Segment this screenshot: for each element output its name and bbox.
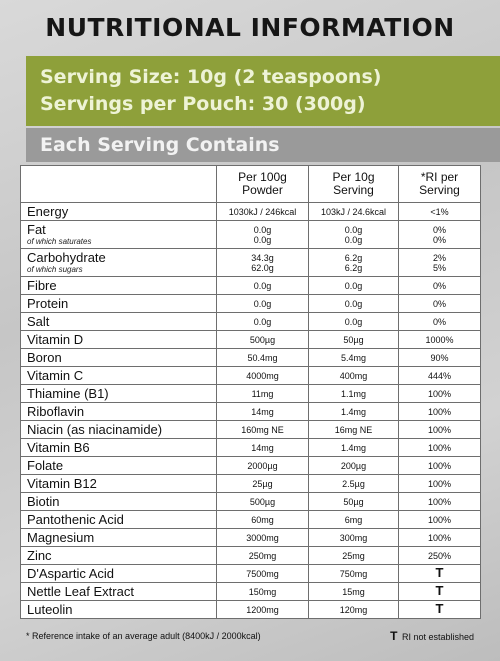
per-10g-value: 0.0g <box>309 277 399 295</box>
table-row <box>21 565 481 583</box>
nutrient-name: Boron <box>21 349 217 367</box>
ri-value: 0% <box>399 277 481 295</box>
per-10g-value: 400mg <box>309 367 399 385</box>
nutrient-name: Biotin <box>21 493 217 511</box>
ri-value: T <box>399 565 481 583</box>
table-row <box>21 295 481 313</box>
ri-value: 100% <box>399 511 481 529</box>
per-100g-value: 25µg <box>217 475 309 493</box>
table-row <box>21 439 481 457</box>
ri-value: 100% <box>399 439 481 457</box>
ri-value: 1000% <box>399 331 481 349</box>
ri-value: 100% <box>399 421 481 439</box>
table-row <box>21 583 481 601</box>
per-10g-value: 200µg <box>309 457 399 475</box>
table-row <box>21 385 481 403</box>
nutrient-name: Vitamin C <box>21 367 217 385</box>
per-10g-value: 50µg <box>309 331 399 349</box>
ri-value: T <box>399 583 481 601</box>
page-title: NUTRITIONAL INFORMATION <box>45 13 455 42</box>
table-row <box>21 601 481 619</box>
per-10g-value: 1.4mg <box>309 403 399 421</box>
nutrient-name: Fat of which saturates <box>21 221 217 249</box>
per-10g-value: 1.4mg <box>309 439 399 457</box>
serving-info-banner <box>26 56 500 126</box>
header-blank <box>21 166 217 203</box>
ri-note: RI not established <box>401 632 474 642</box>
nutrient-name: Carbohydrate of which sugars <box>21 249 217 277</box>
per-10g-value: 6mg <box>309 511 399 529</box>
per-10g-value: 15mg <box>309 583 399 601</box>
table-row <box>21 277 481 295</box>
nutrient-name: Thiamine (B1) <box>21 385 217 403</box>
ri-value: 100% <box>399 403 481 421</box>
table-row <box>21 475 481 493</box>
per-10g-value: 6.2g 6.2g <box>309 249 399 277</box>
ri-value: 444% <box>399 367 481 385</box>
nutrient-name: Riboflavin <box>21 403 217 421</box>
per-10g-value: 5.4mg <box>309 349 399 367</box>
table-row <box>21 203 481 221</box>
per-100g-value: 34.3g 62.0g <box>217 249 309 277</box>
each-serving-heading: Each Serving Contains <box>26 128 500 162</box>
nutrient-name: Nettle Leaf Extract <box>21 583 217 601</box>
ri-value: 100% <box>399 457 481 475</box>
ri-value: 100% <box>399 475 481 493</box>
ri-value: 100% <box>399 385 481 403</box>
serving-size: Serving Size: 10g (2 teaspoons) <box>40 66 382 88</box>
nutrient-name: Protein <box>21 295 217 313</box>
nutrient-name: Energy <box>21 203 217 221</box>
ri-value: <1% <box>399 203 481 221</box>
per-100g-value: 1200mg <box>217 601 309 619</box>
per-100g-value: 7500mg <box>217 565 309 583</box>
table-row <box>21 249 481 277</box>
per-10g-value: 25mg <box>309 547 399 565</box>
ri-value: 0% <box>399 295 481 313</box>
nutrient-name: Vitamin B6 <box>21 439 217 457</box>
per-10g-value: 103kJ / 24.6kcal <box>309 203 399 221</box>
nutrition-table-body <box>21 203 481 619</box>
ri-legend <box>390 626 474 647</box>
nutrient-name: Vitamin D <box>21 331 217 349</box>
per-100g-value: 0.0g <box>217 295 309 313</box>
ri-value: 90% <box>399 349 481 367</box>
ri-value: 0% <box>399 313 481 331</box>
header-per-10g: Per 10g Serving <box>309 166 399 203</box>
ri-value: 100% <box>399 493 481 511</box>
nutrition-table-container <box>20 165 480 619</box>
nutrient-name: Vitamin B12 <box>21 475 217 493</box>
nutrient-name: Pantothenic Acid <box>21 511 217 529</box>
reference-note: * Reference intake of an average adult (8400kJ / 2000kcal) <box>26 631 261 641</box>
per-100g-value: 11mg <box>217 385 309 403</box>
per-10g-value: 16mg NE <box>309 421 399 439</box>
per-10g-value: 1.1mg <box>309 385 399 403</box>
per-10g-value: 2.5µg <box>309 475 399 493</box>
nutrient-name: Salt <box>21 313 217 331</box>
nutrient-name: Luteolin <box>21 601 217 619</box>
ri-value: 0% 0% <box>399 221 481 249</box>
nutrient-name: Folate <box>21 457 217 475</box>
table-row <box>21 313 481 331</box>
per-100g-value: 0.0g <box>217 277 309 295</box>
table-header-row <box>21 166 481 203</box>
per-100g-value: 14mg <box>217 439 309 457</box>
per-100g-value: 500µg <box>217 331 309 349</box>
per-100g-value: 150mg <box>217 583 309 601</box>
nutrient-name: Fibre <box>21 277 217 295</box>
per-10g-value: 0.0g 0.0g <box>309 221 399 249</box>
ri-value: 2% 5% <box>399 249 481 277</box>
per-10g-value: 300mg <box>309 529 399 547</box>
servings-per-pouch: Servings per Pouch: 30 (300g) <box>40 93 366 115</box>
per-100g-value: 0.0g 0.0g <box>217 221 309 249</box>
table-row <box>21 331 481 349</box>
per-10g-value: 0.0g <box>309 295 399 313</box>
table-row <box>21 529 481 547</box>
ri-value: 100% <box>399 529 481 547</box>
ri-value: T <box>399 601 481 619</box>
table-row <box>21 349 481 367</box>
per-100g-value: 1030kJ / 246kcal <box>217 203 309 221</box>
per-10g-value: 50µg <box>309 493 399 511</box>
per-100g-value: 250mg <box>217 547 309 565</box>
per-10g-value: 0.0g <box>309 313 399 331</box>
per-10g-value: 750mg <box>309 565 399 583</box>
per-100g-value: 0.0g <box>217 313 309 331</box>
ri-value: 250% <box>399 547 481 565</box>
footer <box>26 626 474 646</box>
per-100g-value: 60mg <box>217 511 309 529</box>
per-100g-value: 500µg <box>217 493 309 511</box>
per-100g-value: 2000µg <box>217 457 309 475</box>
table-row <box>21 457 481 475</box>
table-row <box>21 547 481 565</box>
table-row <box>21 221 481 249</box>
nutrient-name: Niacin (as niacinamide) <box>21 421 217 439</box>
per-100g-value: 160mg NE <box>217 421 309 439</box>
nutrient-name: D'Aspartic Acid <box>21 565 217 583</box>
nutrient-name: Magnesium <box>21 529 217 547</box>
per-100g-value: 3000mg <box>217 529 309 547</box>
per-100g-value: 50.4mg <box>217 349 309 367</box>
table-row <box>21 367 481 385</box>
table-row <box>21 511 481 529</box>
header-per-100g: Per 100g Powder <box>217 166 309 203</box>
nutrition-table <box>20 165 481 619</box>
per-10g-value: 120mg <box>309 601 399 619</box>
nutrient-name: Zinc <box>21 547 217 565</box>
header-ri: *RI per Serving <box>399 166 481 203</box>
table-row <box>21 403 481 421</box>
per-100g-value: 4000mg <box>217 367 309 385</box>
table-row <box>21 493 481 511</box>
ri-not-established-icon: T <box>390 629 398 643</box>
per-100g-value: 14mg <box>217 403 309 421</box>
table-row <box>21 421 481 439</box>
